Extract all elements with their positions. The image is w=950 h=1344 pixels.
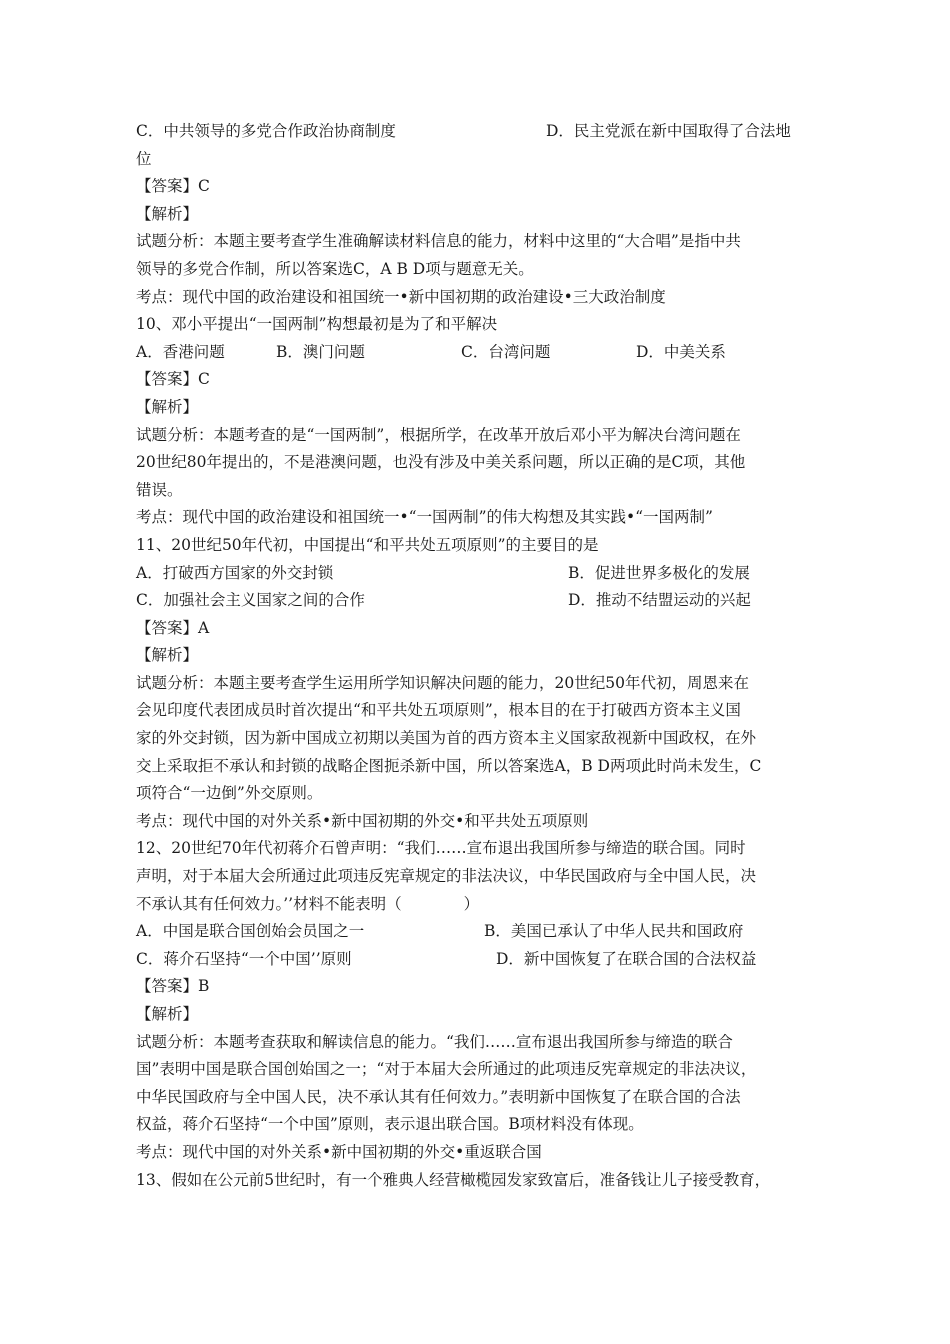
answer-option: D．新中国恢复了在联合国的合法权益 bbox=[496, 949, 757, 968]
text-line: 试题分析：本题考查的是“一国两制”，根据所学，在改革开放后邓小平为解决台湾问题在 bbox=[136, 425, 741, 444]
text-line: 中华民国政府与全中国人民，决不承认其有任何效力。”表明新中国恢复了在联合国的合法 bbox=[136, 1087, 741, 1106]
text-line: 领导的多党合作制，所以答案选C，A B D项与题意无关。 bbox=[136, 259, 534, 278]
text-line: 13、假如在公元前5世纪时，有一个雅典人经营橄榄园发家致富后，准备钱让儿子接受教育， bbox=[136, 1170, 771, 1189]
answer-option: C．加强社会主义国家之间的合作 bbox=[136, 591, 365, 610]
answer-option: B．澳门问题 bbox=[276, 342, 365, 361]
text-line: 家的外交封锁，因为新中国成立初期以美国为首的西方资本主义国家敌视新中国政权，在外 bbox=[136, 729, 757, 748]
text-line: 【解析】 bbox=[136, 1005, 199, 1023]
text-line: 考点：现代中国的对外关系•新中国初期的外交•重返联合国 bbox=[136, 1142, 542, 1161]
text-line: 考点：现代中国的政治建设和祖国统一•新中国初期的政治建设•三大政治制度 bbox=[136, 287, 666, 306]
answer-option: C．中共领导的多党合作政治协商制度 bbox=[136, 122, 396, 140]
text-line: 国”表明中国是联合国创始国之一；“对于本届大会所通过的此项违反宪章规定的非法决议， bbox=[136, 1060, 757, 1079]
text-line: 考点：现代中国的政治建设和祖国统一•“一国两制”的伟大构想及其实践•“一国两制” bbox=[136, 508, 713, 527]
answer-options-line bbox=[136, 339, 826, 367]
answer-option: A．中国是联合国创始会员国之一 bbox=[136, 922, 365, 941]
text-line: 考点：现代中国的对外关系•新中国初期的外交•和平共处五项原则 bbox=[136, 811, 589, 830]
answer-options-line bbox=[136, 918, 826, 946]
text-line: 试题分析：本题主要考查学生运用所学知识解决问题的能力，20世纪50年代初，周恩来在 bbox=[136, 673, 749, 692]
text-line: 【解析】 bbox=[136, 646, 199, 665]
text-line: 会见印度代表团成员时首次提出“和平共处五项原则”，根本目的在于打破西方资本主义国 bbox=[136, 701, 741, 720]
answer-option: D．民主党派在新中国取得了合法地 bbox=[546, 122, 791, 140]
text-line: 权益，蒋介石坚持“一个中国”原则，表示退出联合国。B项材料没有体现。 bbox=[136, 1115, 644, 1134]
text-line: 【答案】C bbox=[136, 370, 210, 389]
answer-options-line bbox=[136, 946, 826, 974]
text-line: 交上采取拒不承认和封锁的战略企图扼杀新中国，所以答案选A，B D两项此时尚未发生，C bbox=[136, 756, 762, 775]
text-line: 12、20世纪70年代初蒋介石曾声明：“我们……宣布退出我国所参与缔造的联合国。同时 bbox=[136, 839, 746, 858]
text-line: 【解析】 bbox=[136, 397, 199, 416]
text-line: 试题分析：本题考查获取和解读信息的能力。“我们……宣布退出我国所参与缔造的联合 bbox=[136, 1032, 733, 1051]
text-line: 【解析】 bbox=[136, 204, 199, 223]
document-page bbox=[136, 118, 826, 1194]
answer-option: B．促进世界多极化的发展 bbox=[568, 563, 750, 582]
text-line: 试题分析：本题主要考查学生准确解读材料信息的能力，材料中这里的“大合唱”是指中共 bbox=[136, 232, 741, 251]
text-line: 声明，对于本届大会所通过此项违反宪章规定的非法决议，中华民国政府与全中国人民，决 bbox=[136, 867, 757, 886]
answer-option: B．美国已承认了中华人民共和国政府 bbox=[484, 922, 744, 941]
answer-option: C．蒋介石坚持“一个中国’’原则 bbox=[136, 949, 352, 968]
text-line: 错误。 bbox=[136, 480, 183, 499]
text-line: 【答案】B bbox=[136, 977, 210, 996]
answer-option: A．香港问题 bbox=[136, 342, 225, 361]
answer-options-line bbox=[136, 587, 826, 615]
text-line: 11、20世纪50年代初，中国提出“和平共处五项原则”的主要目的是 bbox=[136, 535, 599, 554]
text-line: 10、邓小平提出“一国两制”构想最初是为了和平解决 bbox=[136, 315, 498, 334]
text-line: 位 bbox=[136, 149, 152, 168]
answer-option: D．中美关系 bbox=[636, 342, 726, 361]
answer-option: D．推动不结盟运动的兴起 bbox=[568, 591, 751, 610]
answer-options-line bbox=[136, 118, 826, 146]
answer-option: C．台湾问题 bbox=[461, 342, 551, 361]
text-line: 20世纪80年提出的，不是港澳问题，也没有涉及中美关系问题，所以正确的是C项，其他 bbox=[136, 453, 746, 472]
text-line: 【答案】A bbox=[136, 618, 210, 637]
text-line: 项符合“一边倒”外交原则。 bbox=[136, 784, 323, 803]
text-line: 【答案】C bbox=[136, 177, 210, 196]
answer-option: A．打破西方国家的外交封锁 bbox=[136, 563, 334, 582]
text-line: 不承认其有任何效力。’’材料不能表明（ ） bbox=[136, 894, 480, 913]
answer-options-line bbox=[136, 560, 826, 588]
